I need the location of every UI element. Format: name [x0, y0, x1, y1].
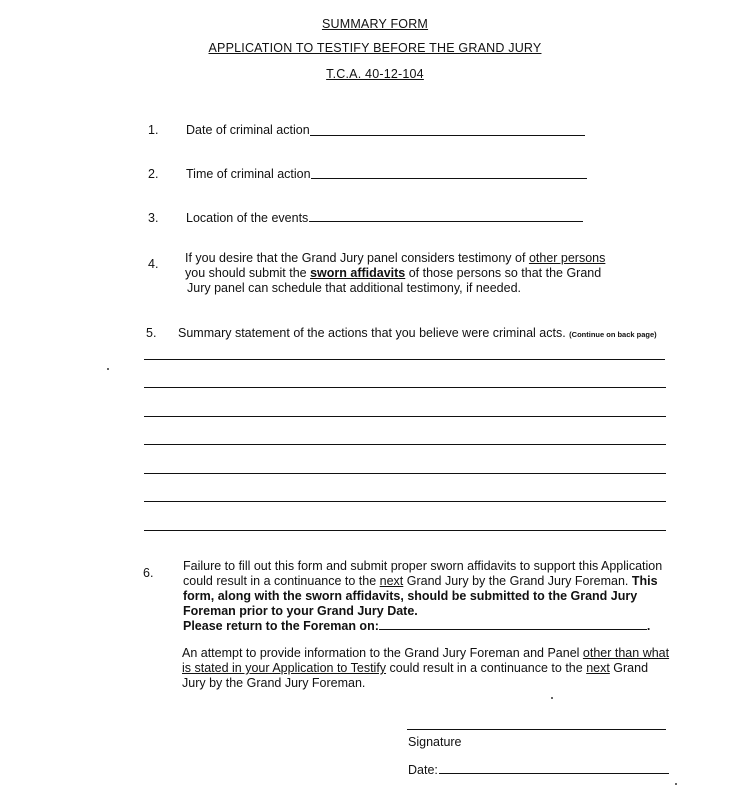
item-6-line-4: Foreman prior to your Grand Jury Date. [183, 604, 418, 618]
item-6-next: next [379, 574, 404, 588]
summary-line-4[interactable] [144, 444, 666, 445]
item-6-text-2a: could result in a continuance to the [183, 574, 380, 588]
summary-line-7[interactable] [144, 530, 666, 531]
item-4-text-2: you should submit the [185, 266, 311, 280]
item-6-number: 6. [143, 566, 154, 580]
summary-line-5[interactable] [144, 473, 666, 474]
item-2-label: Time of criminal action [186, 167, 311, 181]
attempt-application-ref: is stated in your Application to Testify [182, 661, 387, 675]
return-date-blank[interactable] [379, 619, 647, 630]
scan-speck [107, 368, 109, 370]
date-label: Date: [408, 763, 438, 777]
item-6-period: . [646, 619, 651, 633]
signature-label: Signature [408, 735, 462, 749]
item-4-number: 4. [148, 257, 159, 271]
item-3-number: 3. [148, 211, 159, 225]
attempt-line-3: Jury by the Grand Jury Foreman. [182, 676, 366, 690]
form-subtitle: APPLICATION TO TESTIFY BEFORE THE GRAND JURY [208, 41, 542, 55]
item-5-note: (Continue on back page) [569, 330, 657, 339]
attempt-text-6: Grand [609, 661, 649, 675]
item-1-number: 1. [148, 123, 159, 137]
item-4-text-1: If you desire that the Grand Jury panel considers testimony of [185, 251, 529, 265]
statute-reference: T.C.A. 40-12-104 [326, 67, 424, 81]
summary-line-1[interactable] [144, 359, 665, 360]
attempt-paragraph [182, 646, 682, 691]
item-4-sworn-affidavits: sworn affidavits [310, 266, 406, 280]
item-5-label [178, 326, 657, 340]
attempt-text-1: An attempt to provide information to the Grand Jury Foreman and Panel [182, 646, 583, 660]
item-4-paragraph [185, 251, 625, 296]
item-5-number: 5. [146, 326, 157, 340]
item-6-return-label: Please return to the Foreman on: [183, 619, 379, 633]
attempt-other-than-what: other than what [582, 646, 670, 660]
summary-line-3[interactable] [144, 416, 666, 417]
item-5-text: Summary statement of the actions that you believe were criminal acts. [178, 326, 566, 340]
item-6-line-1: Failure to fill out this form and submit proper sworn affidavits to support this Application [183, 559, 663, 573]
scan-speck [675, 783, 677, 785]
signature-line[interactable] [407, 729, 666, 730]
item-6-line-3: form, along with the sworn affidavits, should be submitted to the Grand Jury [183, 589, 638, 603]
item-6-text-2d: This [631, 574, 658, 588]
item-3-blank[interactable] [309, 221, 583, 222]
item-1-label: Date of criminal action [186, 123, 310, 137]
date-line[interactable] [439, 773, 669, 774]
form-title: SUMMARY FORM [321, 17, 429, 31]
summary-line-2[interactable] [144, 387, 666, 388]
item-4-text-4: Jury panel can schedule that additional testimony, if needed. [187, 281, 522, 295]
attempt-text-4: could result in a continuance to the [386, 661, 587, 675]
item-2-number: 2. [148, 167, 159, 181]
item-4-text-3: of those persons so that the Grand [405, 266, 602, 280]
attempt-next: next [586, 661, 610, 675]
item-2-blank[interactable] [311, 178, 587, 179]
item-4-other-persons: other persons [528, 251, 606, 265]
item-6-paragraph [183, 559, 673, 634]
item-6-text-2c: Grand Jury by the Grand Jury Foreman. [403, 574, 632, 588]
summary-line-6[interactable] [144, 501, 666, 502]
scan-speck [551, 697, 553, 699]
item-3-label: Location of the events [186, 211, 309, 225]
item-1-blank[interactable] [310, 135, 585, 136]
